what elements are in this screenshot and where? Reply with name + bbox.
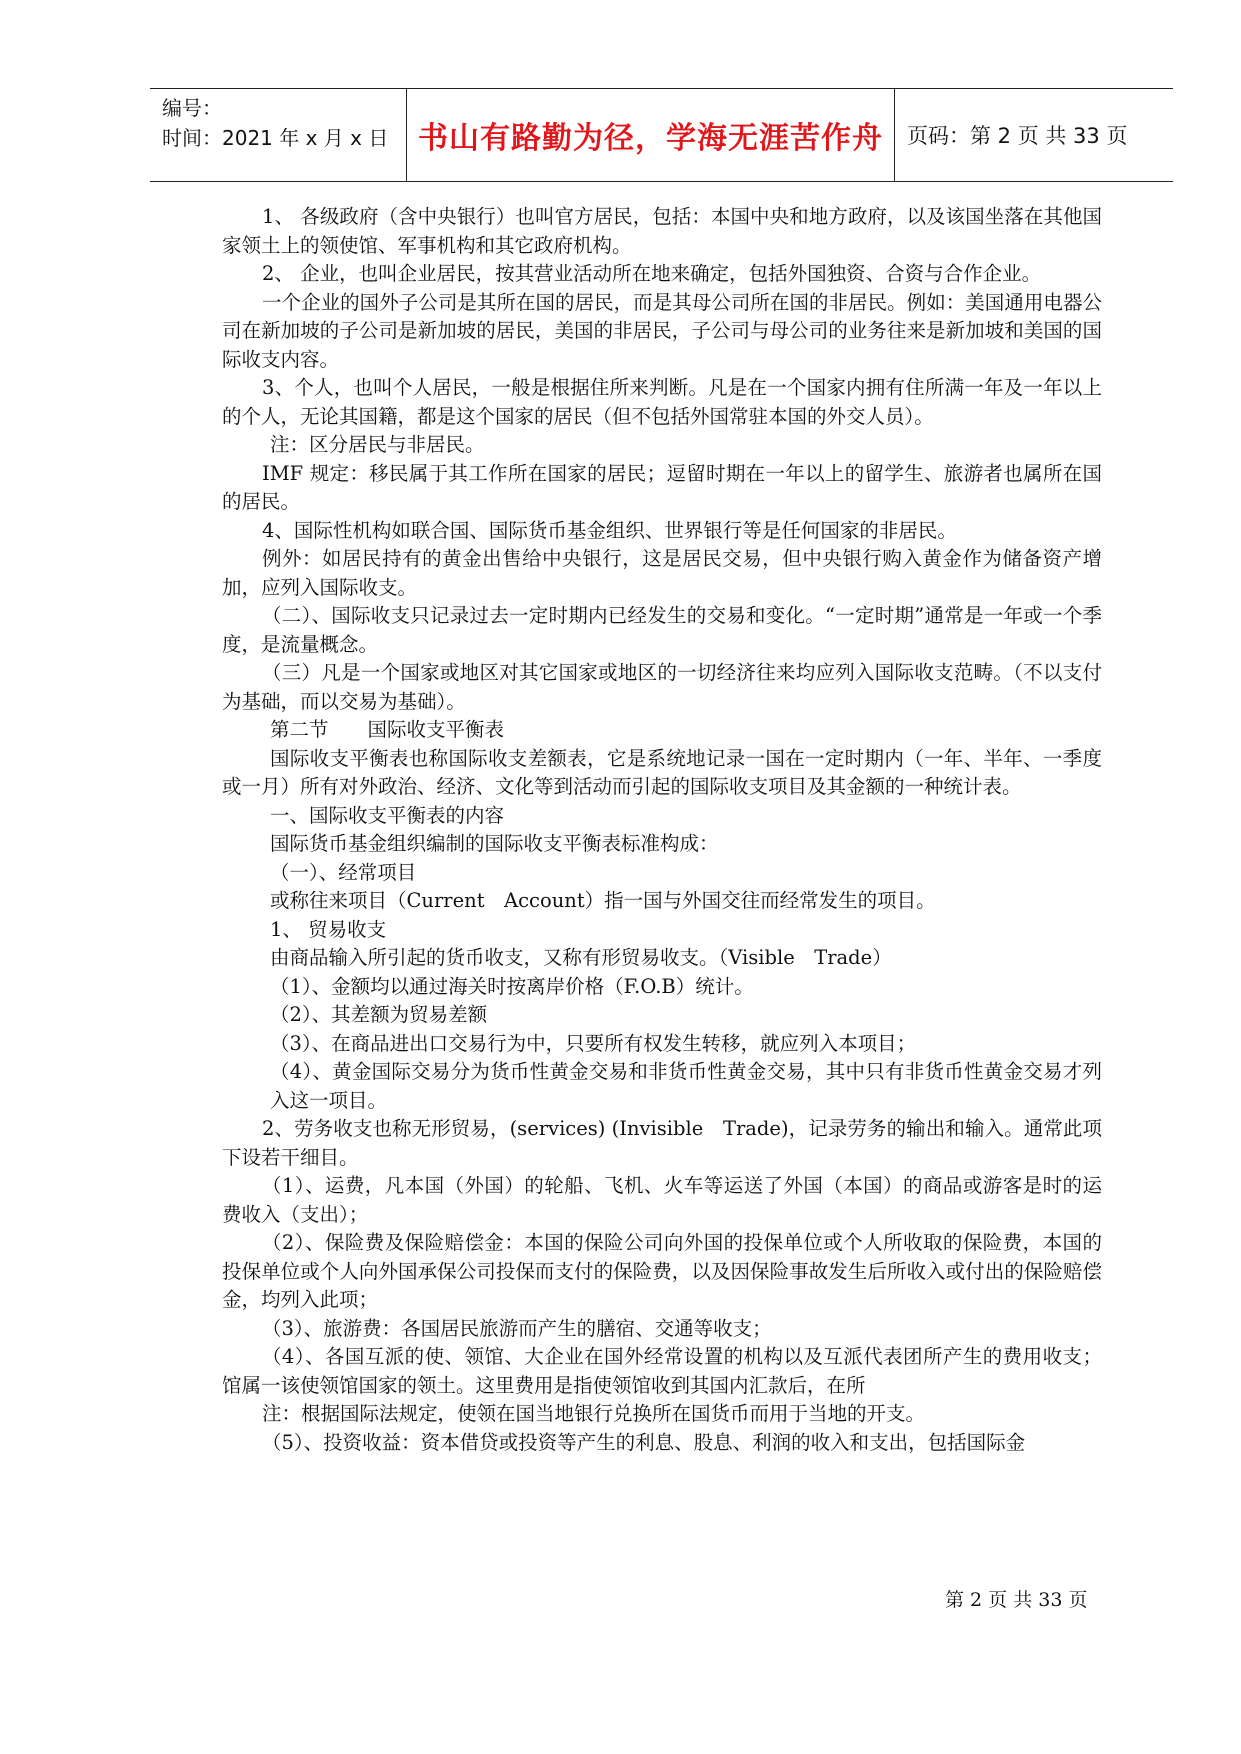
- paragraph: 3、个人，也叫个人居民，一般是根据住所来判断。凡是在一个国家内拥有住所满一年及一年以上的个人，无论其国籍，都是这个国家的居民（但不包括外国常驻本国的外交人员）。: [222, 376, 1102, 428]
- list-item: （3）、旅游费：各国居民旅游而产生的膳宿、交通等收支；: [262, 1316, 772, 1340]
- paragraph: 注：根据国际法规定，使领在国当地银行兑换所在国货币而用于当地的开支。: [262, 1402, 926, 1425]
- paragraph: 国际货币基金组织编制的国际收支平衡表标准构成：: [270, 832, 719, 855]
- paragraph: （二）、国际收支只记录过去一定时期内已经发生的交易和变化。“一定时期”通常是一年或一个季度，是流量概念。: [222, 604, 1102, 656]
- list-item: （5）、投资收益：资本借贷或投资等产生的利息、股息、利润的收入和支出，包括国际金: [262, 1430, 1026, 1454]
- list-item: （1）、运费，凡本国（外国）的轮船、飞机、火车等运送了外国（本国）的商品或游客是时的运费收入（支出）；: [222, 1174, 1102, 1226]
- header-motto: 书山有路勤为径，学海无涯苦作舟: [407, 89, 895, 181]
- list-item: （2）、其差额为贸易差额: [270, 1003, 488, 1026]
- subsection-heading: 一、国际收支平衡表的内容: [270, 803, 505, 827]
- subsection-heading: 1、 贸易收支: [270, 917, 387, 941]
- paragraph: 2、劳务收支也称无形贸易，(services) (Invisible Trade)，记录劳务的输出和输入。通常此项下设若干细目。: [222, 1117, 1102, 1169]
- paragraph: 由商品输入所引起的货币收支，又称有形贸易收支。（Visible Trade）: [270, 946, 892, 969]
- header-meta: [150, 89, 407, 181]
- list-item: （4）、各国互派的使、领馆、大企业在国外经常设置的机构以及互派代表团所产生的费用收支；馆属一该使领馆国家的领土。这里费用是指使领馆收到其国内汇款后，在所: [222, 1345, 1102, 1397]
- paragraph: 1、 各级政府（含中央银行）也叫官方居民，包括：本国中央和地方政府，以及该国坐落在其他国家领土上的领使馆、军事机构和其它政府机构。: [222, 205, 1102, 257]
- subsection-heading: （一）、经常项目: [270, 860, 417, 884]
- paragraph: 注：区分居民与非居民。: [270, 433, 485, 456]
- header-page-info: 页码：第 2 页 共 33 页: [907, 124, 1128, 148]
- list-item: （1）、金额均以通过海关时按离岸价格（F.O.B）统计。: [270, 974, 754, 998]
- paragraph: IMF 规定：移民属于其工作所在国家的居民；逗留时期在一年以上的留学生、旅游者也属所在国的居民。: [222, 461, 1102, 513]
- document-time-label: 时间：2021 年 x 月 x 日: [162, 126, 389, 150]
- paragraph: 2、 企业，也叫企业居民，按其营业活动所在地来确定，包括外国独资、合资与合作企业。: [262, 262, 1042, 285]
- page-footer: 第 2 页 共 33 页: [945, 1589, 1088, 1611]
- paragraph: 例外：如居民持有的黄金出售给中央银行，这是居民交易，但中央银行购入黄金作为储备资产增加，应列入国际收支。: [222, 547, 1102, 599]
- list-item: （4）、黄金国际交易分为货币性黄金交易和非货币性黄金交易，其中只有非货币性黄金交易才列入这一项目。: [270, 1060, 1102, 1112]
- paragraph: 或称往来项目（Current Account）指一国与外国交往而经常发生的项目。: [270, 889, 936, 912]
- paragraph: 国际收支平衡表也称国际收支差额表，它是系统地记录一国在一定时期内（一年、半年、一季度或一月）所有对外政治、经济、文化等到活动而引起的国际收支项目及其金额的一种统计表。: [222, 746, 1102, 798]
- list-item: （3）、在商品进出口交易行为中，只要所有权发生转移，就应列入本项目；: [270, 1031, 917, 1055]
- paragraph: （三）凡是一个国家或地区对其它国家或地区的一切经济往来均应列入国际收支范畴。（不以支付为基础，而以交易为基础）。: [222, 661, 1102, 713]
- section-heading: 第二节 国际收支平衡表: [270, 718, 505, 741]
- page-header: [150, 88, 1173, 182]
- paragraph: 4、国际性机构如联合国、国际货币基金组织、世界银行等是任何国家的非居民。: [262, 518, 957, 542]
- paragraph: 一个企业的国外子公司是其所在国的居民，而是其母公司所在国的非居民。例如：美国通用电器公司在新加坡的子公司是新加坡的居民，美国的非居民，子公司与母公司的业务往来是新加坡和美国的国际收支内容。: [222, 290, 1102, 371]
- list-item: （2）、保险费及保险赔偿金：本国的保险公司向外国的投保单位或个人所收取的保险费，本国的投保单位或个人向外国承保公司投保而支付的保险费，以及因保险事故发生后所收入或付出的保险赔偿金，均列入此项；: [222, 1231, 1102, 1311]
- document-number-label: 编号：: [162, 96, 222, 120]
- document-body: [222, 203, 1102, 1457]
